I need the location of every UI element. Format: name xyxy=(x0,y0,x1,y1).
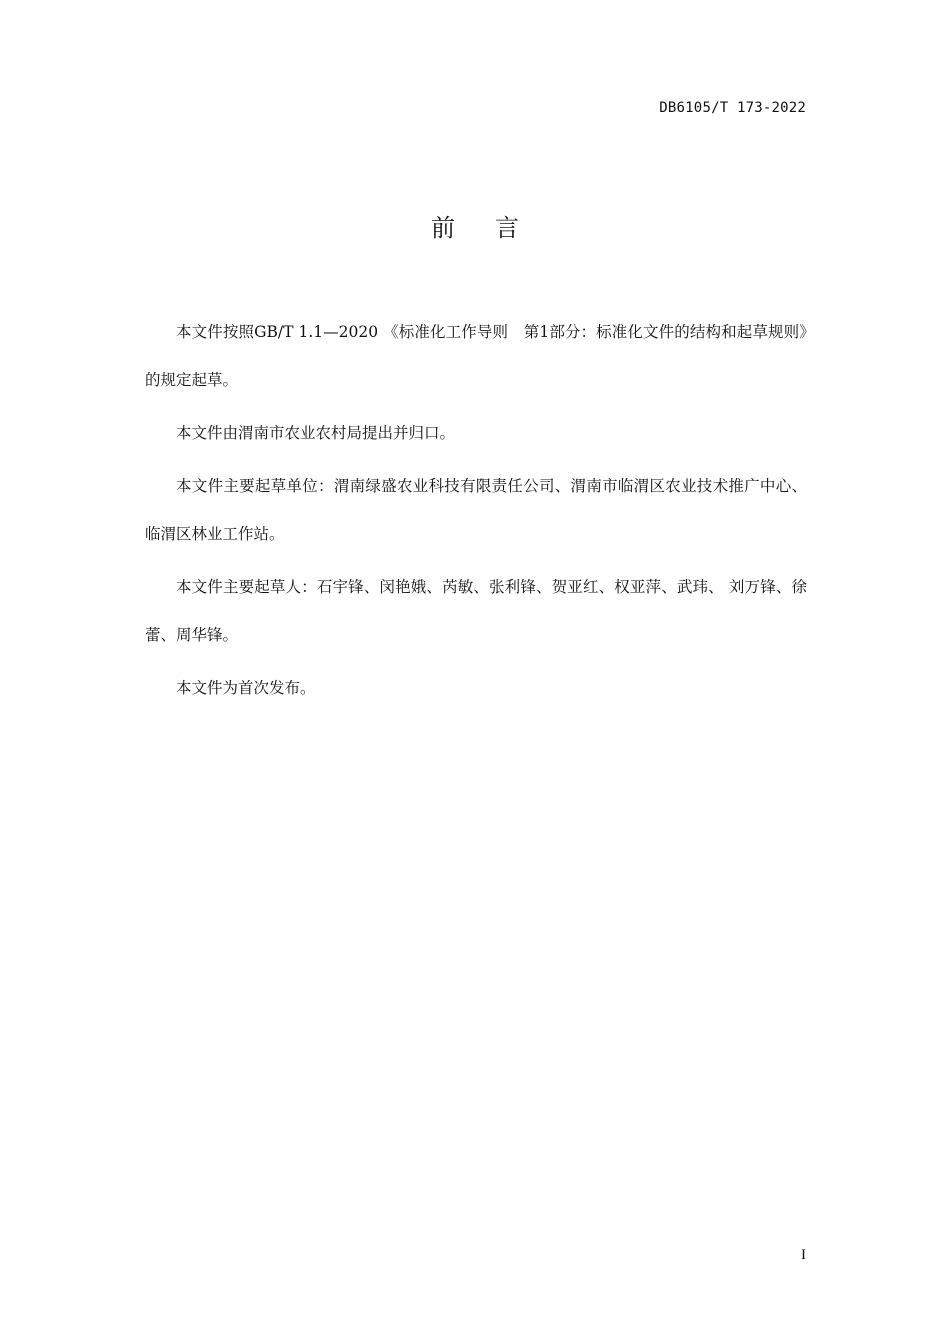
paragraph-proposer: 本文件由渭南市农业农村局提出并归口。 xyxy=(176,424,456,442)
paragraph-first-release: 本文件为首次发布。 xyxy=(176,679,316,697)
paragraph-drafters: 本文件主要起草人：石宇锋、闵艳娥、芮敏、张利锋、贺亚红、权亚萍、武玮、 刘万锋、徐蕾、周华锋。 xyxy=(145,578,807,644)
paragraph-drafting-units: 本文件主要起草单位：渭南绿盛农业科技有限责任公司、渭南市临渭区农业技术推广中心、临渭区林业工作站。 xyxy=(145,477,807,543)
page-title: 前言 xyxy=(431,214,559,242)
paragraph-drafting-rules: 本文件按照GB/T 1.1—2020 《标准化工作导则 第1部分：标准化文件的结构和起草规则》的规定起草。 xyxy=(145,323,807,389)
page-number: I xyxy=(801,1247,806,1263)
foreword-body xyxy=(145,308,807,717)
document-code: DB6105/T 173-2022 xyxy=(659,100,806,116)
